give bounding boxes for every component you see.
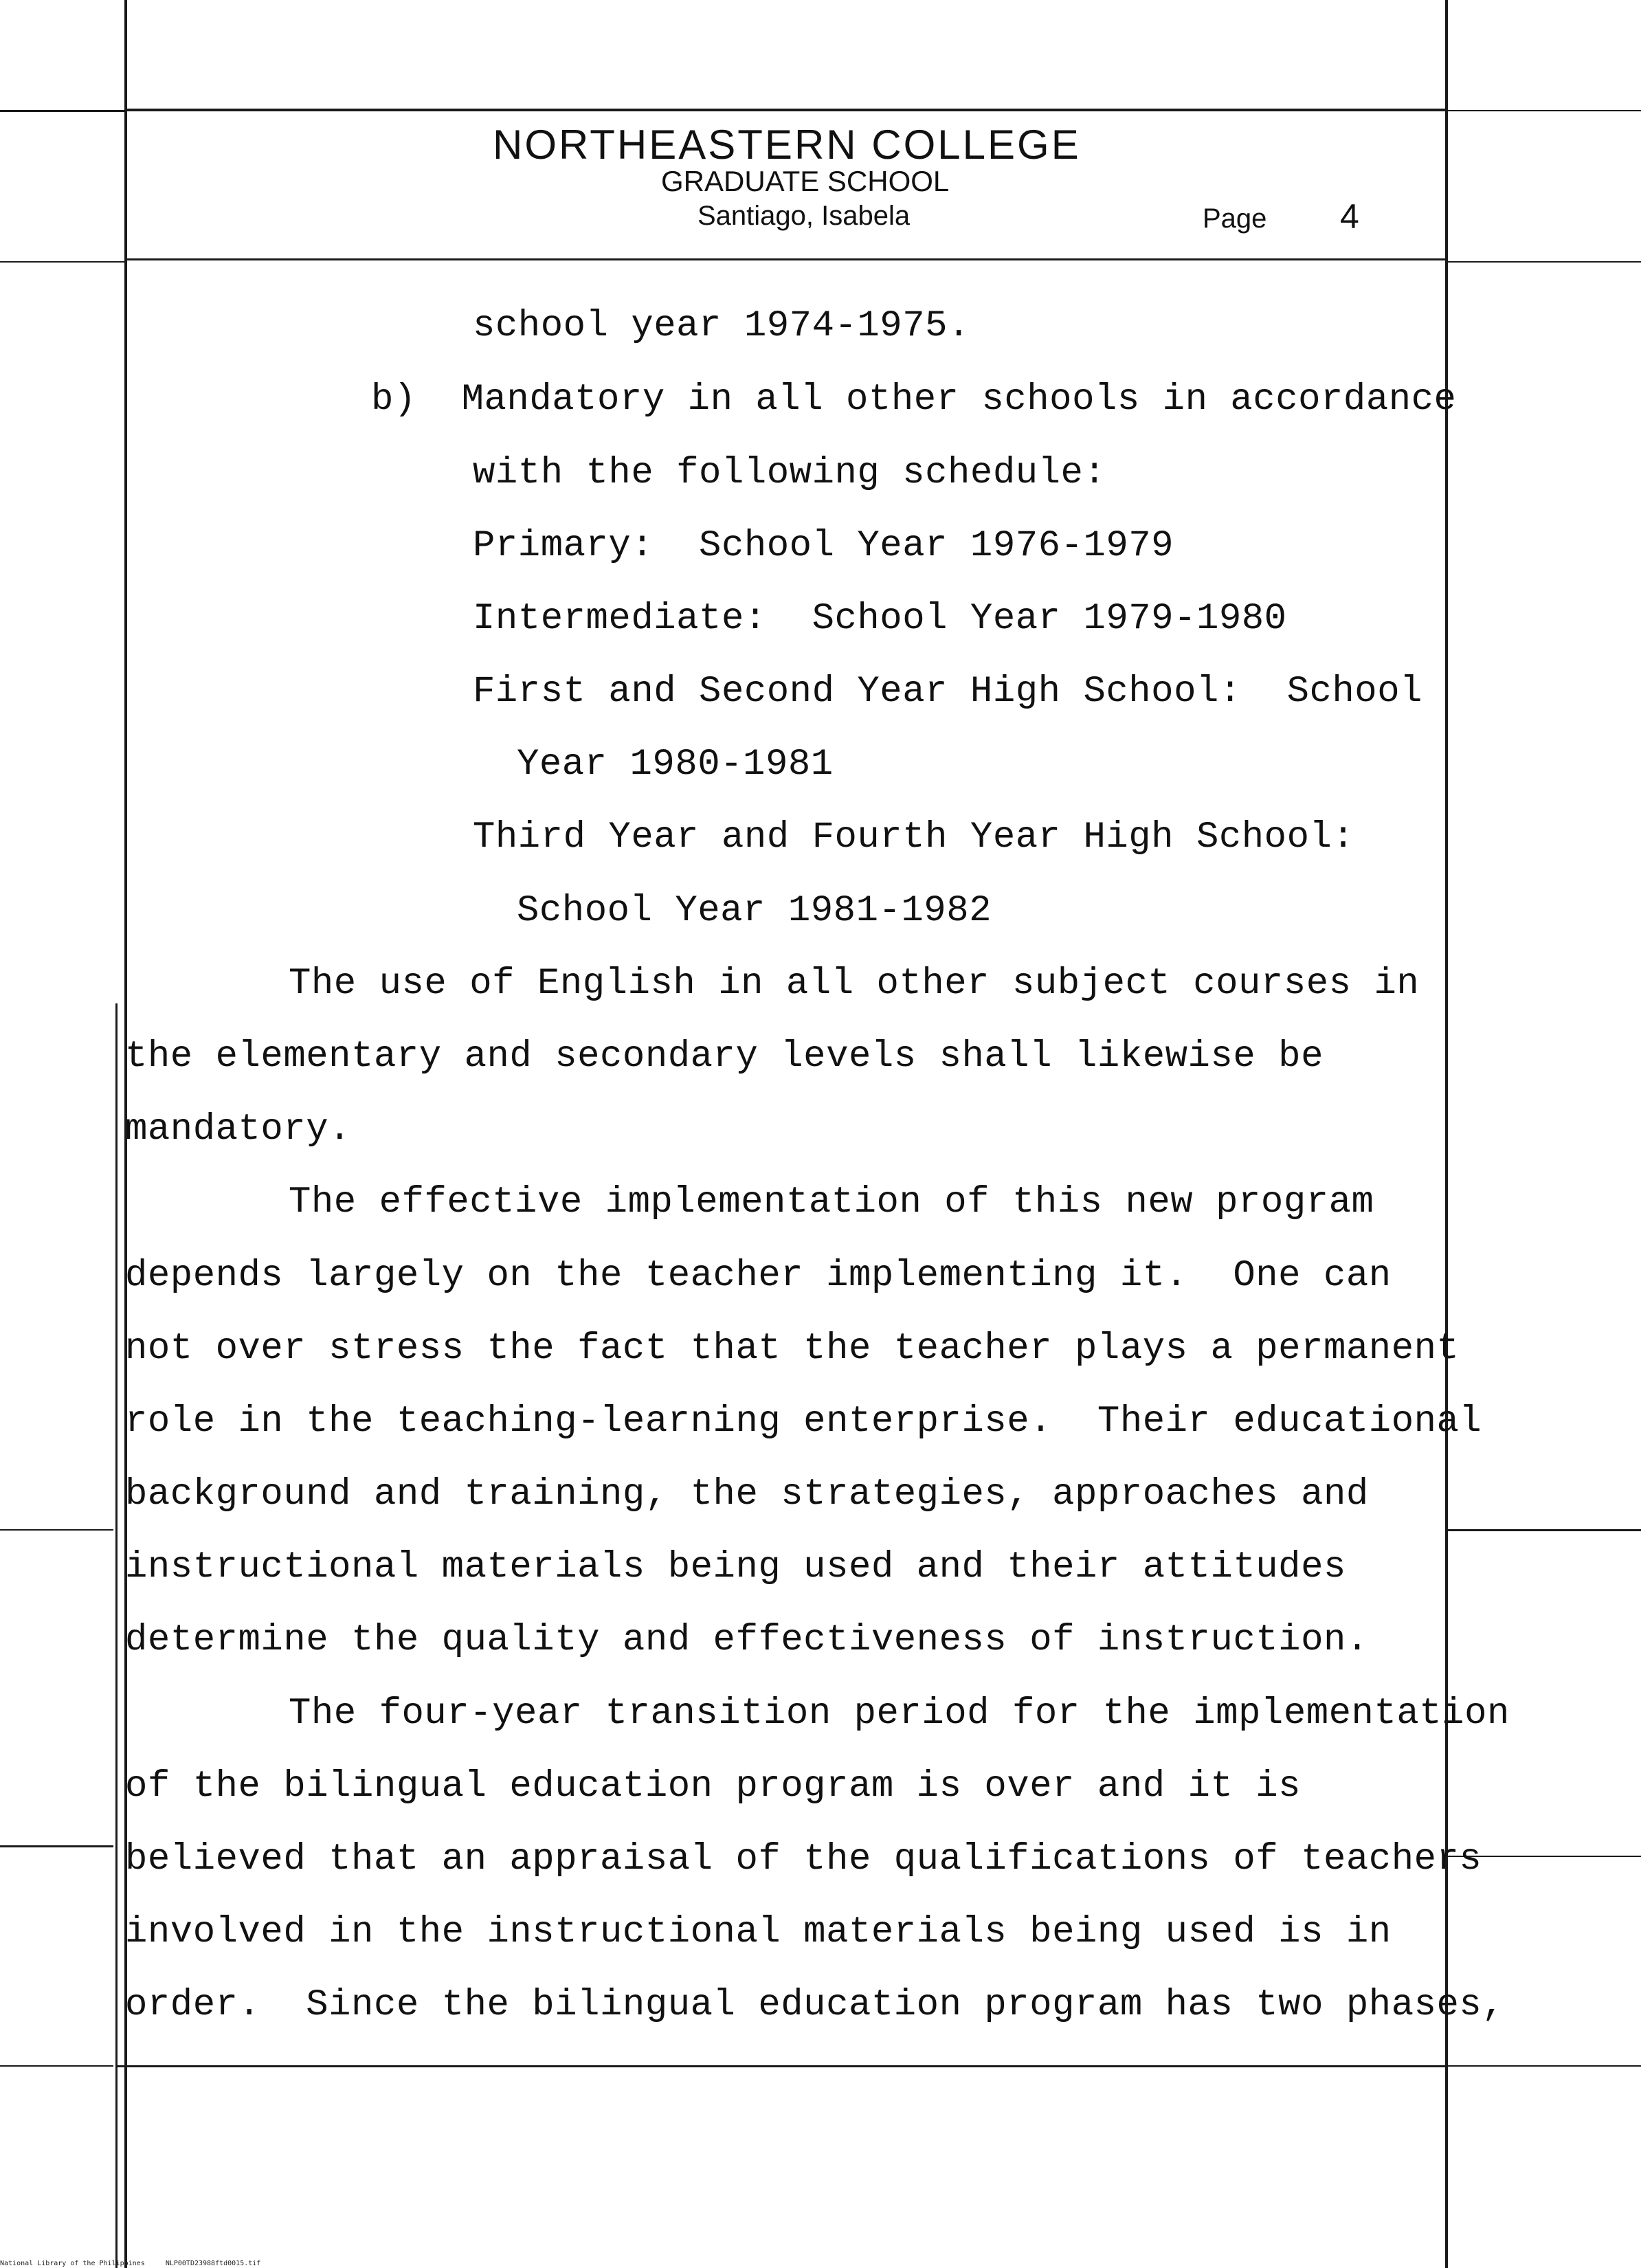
text-line: depends largely on the teacher implementing it. One can: [125, 1255, 1392, 1297]
file-name: NLP00TD23988ftd0015.tif: [165, 2260, 261, 2267]
text-line: Primary: School Year 1976-1979: [473, 525, 1174, 567]
text-line: Intermediate: School Year 1979-1980: [473, 598, 1287, 640]
header-top-rule: [124, 109, 1448, 111]
right-tick-3: [1448, 1529, 1641, 1531]
text-line: b) Mandatory in all other schools in accordance: [371, 379, 1457, 421]
text-line: of the bilingual education program is over and it is: [125, 1766, 1302, 1808]
archive-name: National Library of the Philippines: [0, 2260, 145, 2267]
school-name: GRADUATE SCHOOL: [661, 165, 950, 197]
text-line: order. Since the bilingual education program has two phases,: [125, 1984, 1505, 2026]
body-bottom-rule: [117, 2065, 1448, 2067]
left-tick-1: [0, 110, 124, 112]
page-label: Page: [1203, 203, 1267, 234]
text-line: School Year 1981-1982: [517, 890, 992, 932]
text-line: mandatory.: [125, 1109, 352, 1150]
body-right-rule: [1445, 357, 1448, 2062]
location: Santiago, Isabela: [697, 201, 911, 231]
left-tick-3: [0, 1529, 113, 1531]
right-tick-5: [1448, 2065, 1641, 2067]
left-tick-4: [0, 1845, 113, 1847]
text-line: The use of English in all other subject courses in: [289, 963, 1420, 1005]
archive-note: [0, 2260, 260, 2267]
page-number: 4: [1340, 197, 1359, 236]
text-line: determine the quality and effectiveness of instruction.: [125, 1619, 1369, 1661]
text-line: the elementary and secondary levels shall likewise be: [125, 1036, 1324, 1078]
text-line: role in the teaching-learning enterprise. Their educational: [125, 1401, 1482, 1443]
institution-name: NORTHEASTERN COLLEGE: [493, 122, 1081, 168]
text-line: Year 1980-1981: [517, 744, 834, 786]
text-line: Third Year and Fourth Year High School:: [473, 816, 1355, 858]
text-line: believed that an appraisal of the qualifications of teachers: [125, 1838, 1482, 1880]
body-left-rule: [115, 1003, 118, 2268]
text-line: not over stress the fact that the teacher plays a permanent: [125, 1328, 1460, 1370]
header-bottom-rule: [124, 258, 1448, 260]
text-line: with the following schedule:: [473, 452, 1106, 494]
text-line: The four-year transition period for the implementation: [289, 1693, 1510, 1735]
text-line: instructional materials being used and their attitudes: [125, 1546, 1346, 1588]
text-line: The effective implementation of this new program: [289, 1181, 1374, 1223]
left-tick-5: [0, 2065, 113, 2067]
right-tick-1: [1448, 110, 1641, 111]
text-line: background and training, the strategies, approaches and: [125, 1474, 1369, 1515]
left-tick-2: [0, 261, 124, 263]
text-line: school year 1974-1975.: [473, 305, 970, 347]
right-tick-2: [1448, 261, 1641, 263]
text-line: involved in the instructional materials being used is in: [125, 1911, 1392, 1953]
text-line: First and Second Year High School: School: [473, 671, 1423, 713]
